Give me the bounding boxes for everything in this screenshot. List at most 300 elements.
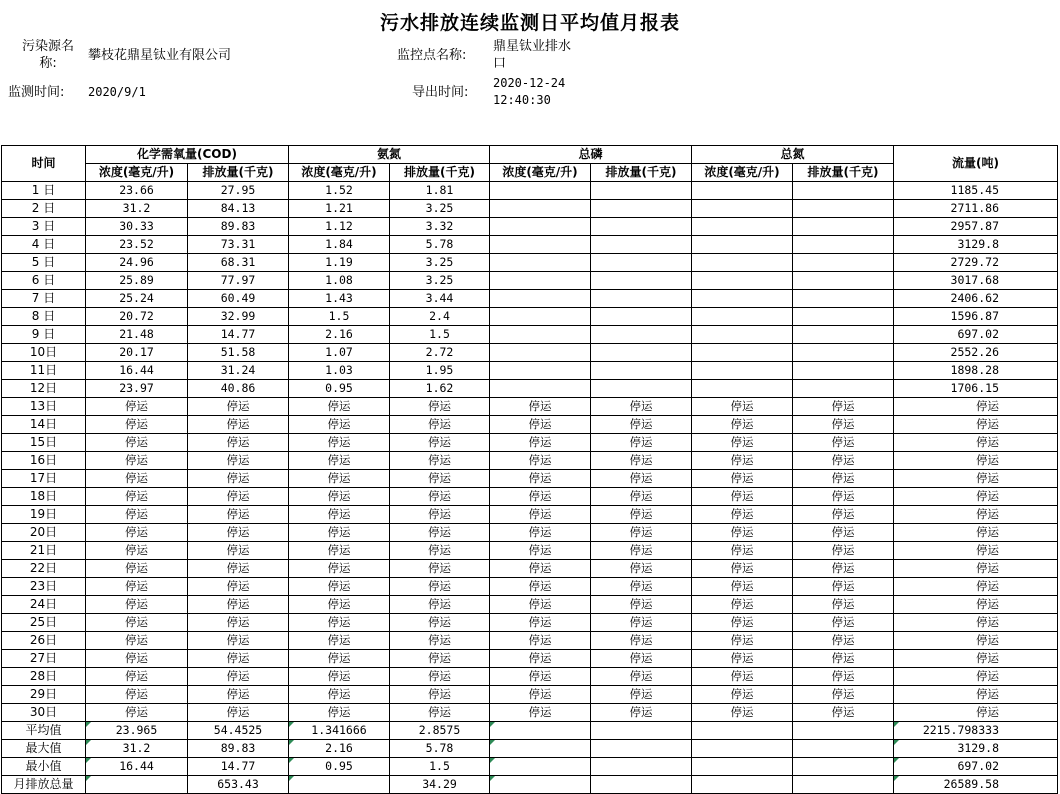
table-row [2,470,1058,488]
cell-flow: 2711.86 [894,200,1058,218]
cell-nh3-conc: 停运 [289,470,390,488]
cell-nh3-conc: 1.52 [289,182,390,200]
cell-tn-conc [692,776,793,794]
cell-tn-emis: 停运 [793,542,894,560]
cell-tn-emis: 停运 [793,632,894,650]
cell-cod-conc: 31.2 [86,200,188,218]
cell-tp-conc: 停运 [490,398,591,416]
cell-nh3-emis: 2.72 [390,344,490,362]
cell-nh3-emis: 34.29 [390,776,490,794]
cell-tp-conc [490,326,591,344]
cell-nh3-conc: 停运 [289,632,390,650]
cell-day: 9 日 [2,326,86,344]
cell-day: 14日 [2,416,86,434]
header-time: 时间 [2,146,86,182]
table-row [2,218,1058,236]
cell-cod-emis: 51.58 [188,344,289,362]
cell-nh3-conc: 1.43 [289,290,390,308]
cell-tn-emis [793,236,894,254]
cell-flow: 停运 [894,452,1058,470]
table-row [2,650,1058,668]
cell-tp-conc [490,308,591,326]
point-value [493,38,571,72]
cell-flow: 停运 [894,488,1058,506]
cell-flow: 停运 [894,578,1058,596]
cell-cod-conc: 停运 [86,578,188,596]
cell-nh3-conc: 停运 [289,398,390,416]
cell-tp-conc: 停运 [490,578,591,596]
table-row [2,272,1058,290]
cell-tp-emis [591,308,692,326]
table-row [2,308,1058,326]
cell-tn-conc [692,182,793,200]
cell-day: 4 日 [2,236,86,254]
cell-tp-emis: 停运 [591,560,692,578]
cell-cod-emis: 68.31 [188,254,289,272]
cell-day: 19日 [2,506,86,524]
cell-day: 30日 [2,704,86,722]
cell-nh3-emis: 停运 [390,704,490,722]
cell-cod-emis: 停运 [188,632,289,650]
cell-flow: 停运 [894,560,1058,578]
cell-tn-conc: 停运 [692,650,793,668]
cell-tp-emis: 停运 [591,650,692,668]
cell-cod-conc: 25.24 [86,290,188,308]
cell-cod-conc: 停运 [86,614,188,632]
cell-tn-emis: 停运 [793,668,894,686]
cell-cod-emis: 73.31 [188,236,289,254]
cell-tn-conc [692,758,793,776]
cell-tn-emis [793,290,894,308]
cell-tn-emis: 停运 [793,686,894,704]
cell-nh3-emis: 3.25 [390,272,490,290]
cell-day: 8 日 [2,308,86,326]
cell-tp-emis: 停运 [591,632,692,650]
cell-nh3-conc: 1.19 [289,254,390,272]
cell-nh3-conc: 停运 [289,578,390,596]
cell-flow: 停运 [894,542,1058,560]
cell-nh3-emis: 停运 [390,452,490,470]
cell-nh3-conc [289,776,390,794]
cell-nh3-emis: 3.32 [390,218,490,236]
cell-tp-conc [490,182,591,200]
cell-day: 25日 [2,614,86,632]
cell-tp-conc [490,740,591,758]
header-tn: 总氮 [692,146,894,164]
cell-tn-emis: 停运 [793,578,894,596]
cell-day: 20日 [2,524,86,542]
point-value-line1: 鼎星钛业排水 [493,39,572,54]
report-title: 污水排放连续监测日平均值月报表 [379,12,680,34]
cell-tn-conc: 停运 [692,704,793,722]
time-value: 2020/9/1 [88,85,146,99]
table-row [2,542,1058,560]
cell-cod-conc: 31.2 [86,740,188,758]
cell-tn-conc: 停运 [692,524,793,542]
cell-tp-conc: 停运 [490,542,591,560]
cell-day: 23日 [2,578,86,596]
summary-row [2,776,1058,794]
cell-tp-emis: 停运 [591,452,692,470]
cell-cod-emis: 31.24 [188,362,289,380]
cell-day: 12日 [2,380,86,398]
table-row [2,686,1058,704]
cell-nh3-emis: 1.5 [390,758,490,776]
table-row [2,290,1058,308]
cell-cod-conc: 停运 [86,686,188,704]
cell-cod-emis: 停运 [188,542,289,560]
cell-day: 平均值 [2,722,86,740]
cell-nh3-emis: 停运 [390,524,490,542]
header-tp: 总磷 [490,146,692,164]
cell-tp-emis: 停运 [591,416,692,434]
report-table [1,145,1058,794]
cell-tn-conc [692,254,793,272]
cell-tn-conc [692,200,793,218]
cell-nh3-conc: 1.07 [289,344,390,362]
cell-tn-conc: 停运 [692,470,793,488]
cell-tn-conc [692,236,793,254]
cell-day: 1 日 [2,182,86,200]
cell-nh3-conc: 停运 [289,560,390,578]
time-label: 监测时间: [8,85,65,100]
cell-cod-conc: 停运 [86,452,188,470]
cell-cod-conc: 21.48 [86,326,188,344]
cell-nh3-conc: 1.03 [289,362,390,380]
cell-nh3-emis: 3.25 [390,200,490,218]
cell-tp-emis: 停运 [591,578,692,596]
cell-cod-emis: 停运 [188,614,289,632]
cell-tn-conc: 停运 [692,416,793,434]
cell-tn-emis [793,254,894,272]
cell-tn-emis: 停运 [793,614,894,632]
cell-flow: 2406.62 [894,290,1058,308]
cell-nh3-emis: 停运 [390,686,490,704]
table-row [2,488,1058,506]
cell-flow: 2552.26 [894,344,1058,362]
cell-cod-conc: 23.66 [86,182,188,200]
cell-nh3-emis: 停运 [390,398,490,416]
cell-tn-emis: 停运 [793,434,894,452]
cell-flow: 停运 [894,416,1058,434]
header-tn-conc: 浓度(毫克/升) [692,164,793,182]
cell-cod-emis: 54.4525 [188,722,289,740]
cell-tp-conc [490,254,591,272]
cell-tn-conc: 停运 [692,506,793,524]
table-row [2,236,1058,254]
cell-nh3-emis: 1.62 [390,380,490,398]
table-row [2,632,1058,650]
table-row [2,416,1058,434]
export-value [493,75,565,109]
cell-tp-emis: 停运 [591,398,692,416]
cell-flow: 1898.28 [894,362,1058,380]
cell-day: 13日 [2,398,86,416]
cell-nh3-conc: 停运 [289,488,390,506]
cell-tp-emis: 停运 [591,542,692,560]
cell-nh3-emis: 停运 [390,632,490,650]
cell-tn-conc: 停运 [692,542,793,560]
cell-nh3-conc: 停运 [289,596,390,614]
cell-cod-conc: 23.965 [86,722,188,740]
cell-cod-conc: 停运 [86,650,188,668]
cell-day: 11日 [2,362,86,380]
cell-tp-conc: 停运 [490,560,591,578]
header-cod-conc: 浓度(毫克/升) [86,164,188,182]
cell-cod-conc: 20.17 [86,344,188,362]
cell-tn-conc [692,362,793,380]
cell-nh3-conc: 1.5 [289,308,390,326]
cell-flow: 3129.8 [894,236,1058,254]
cell-flow: 26589.58 [894,776,1058,794]
cell-nh3-emis: 停运 [390,416,490,434]
cell-tp-conc: 停运 [490,416,591,434]
cell-nh3-conc: 停运 [289,686,390,704]
cell-day: 24日 [2,596,86,614]
table-row [2,362,1058,380]
cell-tn-emis [793,722,894,740]
cell-nh3-conc: 停运 [289,668,390,686]
cell-cod-emis: 停运 [188,452,289,470]
cell-cod-conc: 16.44 [86,758,188,776]
cell-tp-emis [591,290,692,308]
cell-tp-emis [591,182,692,200]
cell-flow: 697.02 [894,758,1058,776]
header-cod-emis: 排放量(千克) [188,164,289,182]
source-label-line1: 污染源名 [22,39,75,54]
cell-cod-emis: 77.97 [188,272,289,290]
cell-tp-emis [591,740,692,758]
cell-day: 5 日 [2,254,86,272]
header-nh3: 氨氮 [289,146,490,164]
cell-tn-emis [793,326,894,344]
cell-day: 月排放总量 [2,776,86,794]
cell-nh3-conc: 1.341666 [289,722,390,740]
cell-tp-conc [490,722,591,740]
table-summary [2,722,1058,794]
cell-cod-conc: 停运 [86,470,188,488]
cell-tp-conc [490,776,591,794]
cell-nh3-conc: 0.95 [289,758,390,776]
cell-nh3-conc: 停运 [289,434,390,452]
cell-tn-conc: 停运 [692,398,793,416]
cell-tn-conc [692,326,793,344]
cell-day: 2 日 [2,200,86,218]
cell-cod-emis: 27.95 [188,182,289,200]
cell-cod-emis: 停运 [188,434,289,452]
cell-tn-emis: 停运 [793,416,894,434]
cell-tp-emis [591,344,692,362]
cell-nh3-emis: 停运 [390,614,490,632]
cell-tn-emis: 停运 [793,560,894,578]
cell-nh3-emis: 5.78 [390,740,490,758]
cell-tn-emis [793,776,894,794]
cell-cod-emis: 停运 [188,488,289,506]
cell-tp-emis [591,254,692,272]
cell-day: 18日 [2,488,86,506]
header-nh3-emis: 排放量(千克) [390,164,490,182]
table-row [2,254,1058,272]
cell-tn-emis: 停运 [793,524,894,542]
export-time: 12:40:30 [493,93,551,107]
cell-tn-emis: 停运 [793,650,894,668]
cell-tp-emis: 停运 [591,686,692,704]
cell-tp-conc: 停运 [490,596,591,614]
cell-flow: 停运 [894,704,1058,722]
cell-tp-emis [591,380,692,398]
table-header [2,146,1058,182]
cell-tn-emis [793,272,894,290]
cell-cod-emis: 停运 [188,578,289,596]
cell-tn-emis [793,758,894,776]
cell-day: 最小值 [2,758,86,776]
cell-nh3-conc: 停运 [289,506,390,524]
cell-tp-conc: 停运 [490,524,591,542]
cell-tn-conc [692,380,793,398]
source-value: 攀枝花鼎星钛业有限公司 [88,48,232,63]
cell-cod-conc: 停运 [86,488,188,506]
cell-nh3-conc: 停运 [289,524,390,542]
cell-cod-emis: 14.77 [188,326,289,344]
cell-tp-conc: 停运 [490,632,591,650]
cell-tn-emis: 停运 [793,596,894,614]
cell-nh3-emis: 3.25 [390,254,490,272]
cell-tp-conc: 停运 [490,506,591,524]
cell-nh3-conc: 停运 [289,704,390,722]
cell-nh3-conc: 2.16 [289,740,390,758]
cell-flow: 2957.87 [894,218,1058,236]
table-row [2,434,1058,452]
cell-cod-emis: 停运 [188,470,289,488]
cell-tp-emis: 停运 [591,470,692,488]
cell-cod-conc: 16.44 [86,362,188,380]
cell-cod-emis: 89.83 [188,740,289,758]
cell-tn-emis [793,218,894,236]
cell-tp-emis [591,272,692,290]
cell-tp-conc: 停运 [490,452,591,470]
cell-cod-emis: 停运 [188,524,289,542]
cell-day: 最大值 [2,740,86,758]
cell-day: 7 日 [2,290,86,308]
cell-nh3-emis: 3.44 [390,290,490,308]
cell-tp-conc [490,344,591,362]
cell-tp-emis [591,326,692,344]
cell-tn-emis [793,182,894,200]
cell-cod-conc: 30.33 [86,218,188,236]
cell-cod-conc: 停运 [86,596,188,614]
cell-tn-conc [692,272,793,290]
cell-cod-emis: 40.86 [188,380,289,398]
cell-flow: 停运 [894,650,1058,668]
cell-cod-emis: 停运 [188,398,289,416]
cell-flow: 3017.68 [894,272,1058,290]
cell-nh3-emis: 停运 [390,578,490,596]
cell-nh3-conc: 停运 [289,416,390,434]
cell-tp-conc: 停运 [490,650,591,668]
cell-cod-conc: 停运 [86,542,188,560]
table-row [2,200,1058,218]
cell-tn-conc [692,722,793,740]
cell-flow: 2729.72 [894,254,1058,272]
cell-tn-emis: 停运 [793,704,894,722]
cell-day: 17日 [2,470,86,488]
table-row [2,560,1058,578]
cell-nh3-emis: 1.95 [390,362,490,380]
cell-cod-conc: 停运 [86,434,188,452]
cell-nh3-emis: 停运 [390,434,490,452]
header-flow: 流量(吨) [894,146,1058,182]
summary-row [2,740,1058,758]
cell-day: 22日 [2,560,86,578]
cell-tp-conc: 停运 [490,470,591,488]
table-row [2,452,1058,470]
cell-tn-conc: 停运 [692,668,793,686]
cell-tn-conc: 停运 [692,596,793,614]
cell-flow: 停运 [894,596,1058,614]
cell-tn-conc [692,344,793,362]
cell-tn-conc: 停运 [692,578,793,596]
cell-cod-conc: 停运 [86,524,188,542]
cell-day: 28日 [2,668,86,686]
cell-flow: 停运 [894,470,1058,488]
header-tp-emis: 排放量(千克) [591,164,692,182]
cell-flow: 3129.8 [894,740,1058,758]
cell-cod-conc: 25.89 [86,272,188,290]
cell-nh3-conc: 2.16 [289,326,390,344]
cell-cod-emis: 653.43 [188,776,289,794]
cell-tn-conc: 停运 [692,614,793,632]
cell-nh3-conc: 停运 [289,650,390,668]
cell-tp-emis: 停运 [591,704,692,722]
cell-tp-emis: 停运 [591,596,692,614]
cell-cod-conc: 停运 [86,560,188,578]
cell-cod-conc [86,776,188,794]
cell-tn-emis: 停运 [793,470,894,488]
cell-tn-conc [692,740,793,758]
cell-cod-emis: 84.13 [188,200,289,218]
cell-tp-emis [591,362,692,380]
cell-cod-emis: 停运 [188,560,289,578]
cell-tp-emis [591,722,692,740]
cell-tn-emis [793,308,894,326]
export-label: 导出时间: [412,85,469,100]
cell-tp-emis: 停运 [591,668,692,686]
cell-nh3-conc: 停运 [289,542,390,560]
cell-nh3-conc: 1.84 [289,236,390,254]
cell-nh3-emis: 停运 [390,650,490,668]
cell-flow: 1706.15 [894,380,1058,398]
cell-day: 6 日 [2,272,86,290]
cell-tp-emis [591,758,692,776]
table-row [2,614,1058,632]
header-nh3-conc: 浓度(毫克/升) [289,164,390,182]
cell-cod-conc: 停运 [86,668,188,686]
cell-tn-conc: 停运 [692,632,793,650]
cell-nh3-emis: 5.78 [390,236,490,254]
cell-tp-emis: 停运 [591,488,692,506]
header-tn-emis: 排放量(千克) [793,164,894,182]
cell-flow: 停运 [894,686,1058,704]
cell-tn-emis: 停运 [793,506,894,524]
table-row [2,182,1058,200]
cell-tn-emis: 停运 [793,488,894,506]
table-row [2,344,1058,362]
header-cod: 化学需氧量(COD) [86,146,289,164]
cell-cod-emis: 停运 [188,668,289,686]
cell-tp-conc [490,380,591,398]
cell-tp-conc: 停运 [490,668,591,686]
cell-tn-conc [692,218,793,236]
